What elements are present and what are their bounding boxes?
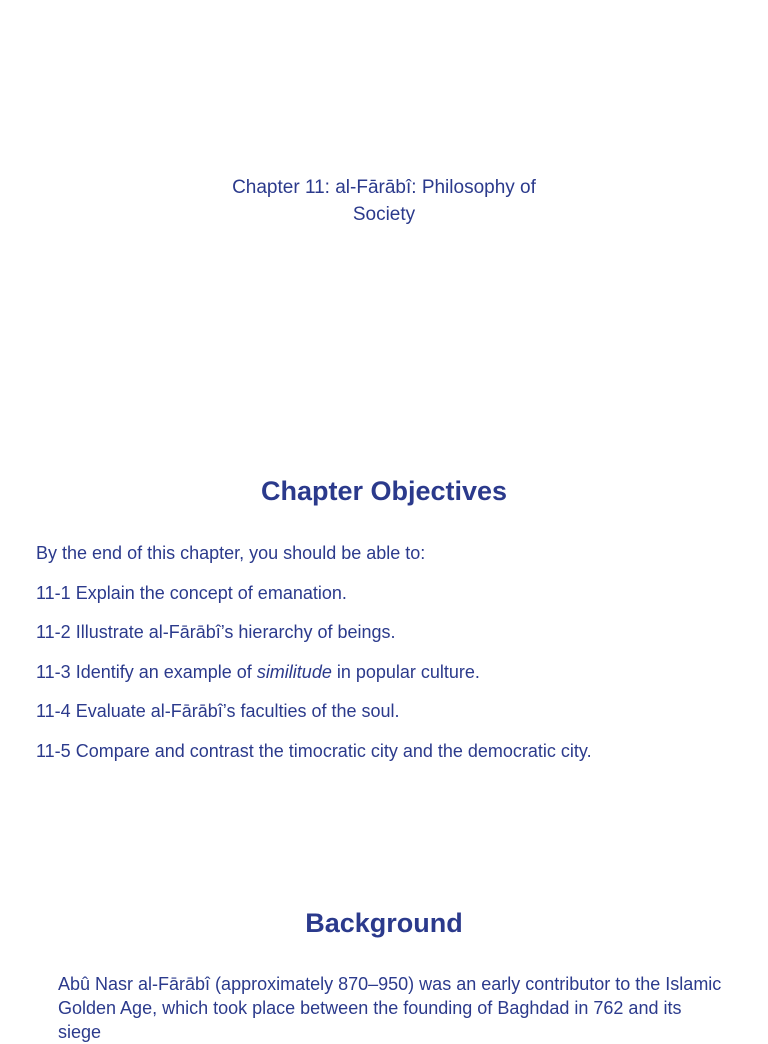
objective-item: 11-5 Compare and contrast the timocratic city and the democratic city. [36, 740, 592, 761]
background-line-1: Abû Nasr al-Fārābî (approximately 870–950) was an early contributor to the Islamic [58, 974, 722, 994]
chapter-title-line-1: Chapter 11: al-Fārābî: Philosophy of [232, 177, 536, 198]
objective-emphasis: similitude [256, 661, 332, 682]
objective-text: in popular culture. [331, 661, 480, 682]
chapter-title [184, 174, 584, 228]
objective-item: 11-2 Illustrate al-Fārābî’s hierarchy of beings. [36, 622, 396, 642]
objective-item [36, 660, 746, 684]
objective-text: 11-3 Identify an example of [36, 661, 257, 682]
objective-item: 11-1 Explain the concept of emanation. [36, 582, 347, 603]
background-heading: Background [305, 908, 463, 938]
chapter-title-line-2: Society [352, 204, 416, 225]
background-paragraph [58, 972, 726, 1044]
background-line-2: Golden Age, which took place between the founding of Baghdad in 762 and its siege [58, 998, 682, 1042]
objectives-intro: By the end of this chapter, you should be able to: [36, 543, 426, 563]
objectives-heading: Chapter Objectives [260, 476, 508, 506]
objectives-list [36, 541, 746, 778]
objective-item: 11-4 Evaluate al-Fārābî’s faculties of the soul. [36, 701, 400, 721]
